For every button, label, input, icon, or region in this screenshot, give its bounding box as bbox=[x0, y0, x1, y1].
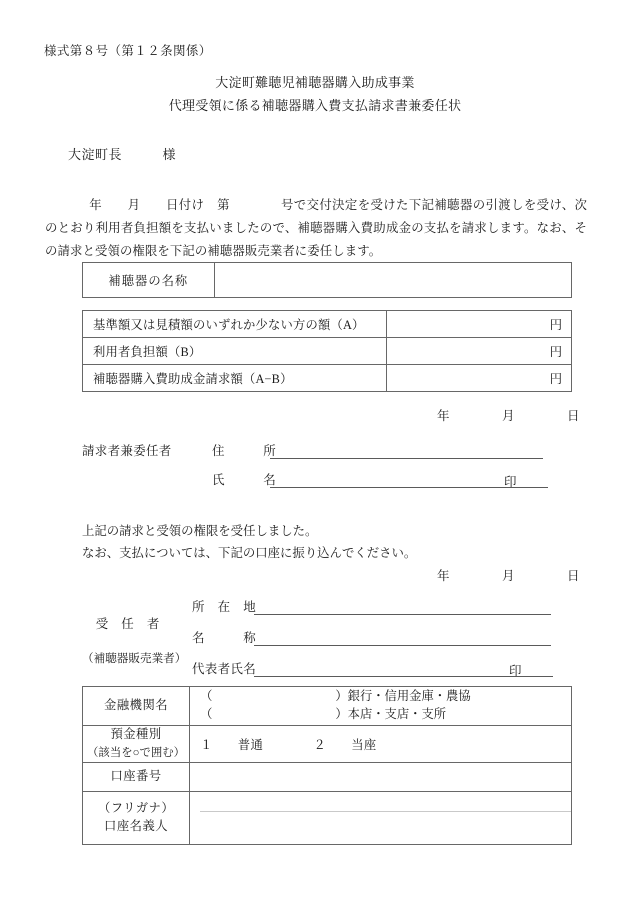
addressee: 大淀町長 様 bbox=[68, 147, 177, 162]
table-row bbox=[83, 365, 572, 392]
document-title bbox=[0, 72, 630, 118]
delegate-rep-input[interactable] bbox=[254, 661, 507, 677]
account-holder-split bbox=[200, 792, 571, 844]
claimant-seal-label[interactable]: 印 bbox=[502, 472, 548, 488]
device-name-label: 補聴器の名称 bbox=[83, 263, 215, 298]
account-number-label: 口座番号 bbox=[83, 762, 190, 791]
amount-label-ab: 補聴器購入費助成金請求額（A−B） bbox=[83, 365, 387, 392]
device-name-value[interactable] bbox=[214, 263, 571, 298]
deposit-type-label-main: 預金種別 bbox=[110, 727, 162, 741]
delegate-name-field bbox=[192, 628, 551, 646]
delegate-date-line[interactable]: 年 月 日 bbox=[437, 569, 581, 583]
table-row bbox=[83, 762, 572, 791]
claimant-name-label: 氏 名 bbox=[212, 473, 277, 487]
claimant-address-field bbox=[212, 441, 543, 459]
delegate-seal-label[interactable]: 印 bbox=[507, 661, 553, 677]
delegate-label-main: 受 任 者 bbox=[95, 617, 160, 632]
delegate-name-label: 名 称 bbox=[192, 631, 257, 645]
bank-account-table bbox=[82, 686, 572, 845]
device-name-table bbox=[82, 262, 572, 298]
table-row bbox=[83, 791, 572, 844]
account-holder-divider bbox=[200, 811, 571, 812]
table-row bbox=[83, 726, 572, 763]
delegate-location-input[interactable] bbox=[254, 599, 551, 615]
deposit-type-label-sub: （該当を○で囲む） bbox=[87, 746, 186, 759]
amount-table bbox=[82, 310, 572, 392]
claimant-name-input[interactable] bbox=[270, 472, 502, 488]
account-holder-label bbox=[83, 791, 190, 844]
consent-paragraph bbox=[82, 521, 416, 564]
amount-value-b[interactable]: 円 bbox=[387, 338, 572, 365]
intro-paragraph bbox=[45, 194, 587, 263]
table-row bbox=[83, 687, 572, 726]
bank-name-line-2: （ ）本店・支店・支所 bbox=[200, 707, 447, 721]
table-row bbox=[83, 311, 572, 338]
consent-line-1: 上記の請求と受領の権限を受任しました。 bbox=[82, 524, 318, 538]
amount-label-b: 利用者負担額（B） bbox=[83, 338, 387, 365]
deposit-type-value[interactable] bbox=[190, 726, 572, 763]
consent-line-2: なお、支払については、下記の口座に振り込んでください。 bbox=[82, 545, 417, 560]
account-holder-value[interactable] bbox=[190, 791, 572, 844]
delegate-location-label: 所 在 地 bbox=[192, 600, 257, 614]
delegate-representative-field bbox=[192, 659, 553, 677]
delegate-location-field bbox=[192, 597, 551, 615]
claimant-date-line[interactable]: 年 月 日 bbox=[437, 409, 581, 423]
delegate-name-input[interactable] bbox=[254, 630, 551, 646]
amount-label-a: 基準額又は見積額のいずれか少ない方の額（A） bbox=[83, 311, 387, 338]
table-row bbox=[83, 338, 572, 365]
bank-name-label: 金融機関名 bbox=[83, 687, 190, 726]
bank-name-value[interactable] bbox=[190, 687, 572, 726]
deposit-options[interactable]: １ 普通 ２ 当座 bbox=[200, 737, 377, 752]
bank-name-line-1: （ ）銀行・信用金庫・農協 bbox=[200, 689, 471, 704]
form-number: 様式第８号（第１２条関係） bbox=[44, 44, 212, 58]
title-line-2: 代理受領に係る補聴器購入費支払請求書兼委任状 bbox=[168, 97, 462, 113]
deposit-type-label bbox=[83, 726, 190, 763]
account-holder-furigana-label: （フリガナ） bbox=[97, 800, 175, 815]
title-line-1: 大淀町難聴児補聴器購入助成事業 bbox=[215, 75, 415, 90]
claimant-address-label: 住 所 bbox=[212, 444, 277, 458]
intro-text: 年 月 日付け 第 号で交付決定を受けた下記補聴器の引渡しを受け、次のとおり利用者負担額を支払いましたので、補聴器購入費助成金の支払を請求します。なお、その請求と受領の権限を下記の補聴器販売業者に委任します。 bbox=[45, 198, 587, 258]
delegate-label-sub: （補聴器販売業者） bbox=[82, 652, 187, 666]
claimant-address-input[interactable] bbox=[270, 443, 543, 459]
claimant-label: 請求者兼委任者 bbox=[82, 444, 172, 458]
account-holder-name-label: 口座名義人 bbox=[104, 818, 169, 833]
amount-value-ab[interactable]: 円 bbox=[387, 365, 572, 392]
table-row bbox=[83, 263, 572, 298]
account-number-value[interactable] bbox=[190, 762, 572, 791]
amount-value-a[interactable]: 円 bbox=[387, 311, 572, 338]
claimant-name-field bbox=[212, 470, 548, 488]
delegate-rep-label: 代表者氏名 bbox=[192, 662, 257, 676]
